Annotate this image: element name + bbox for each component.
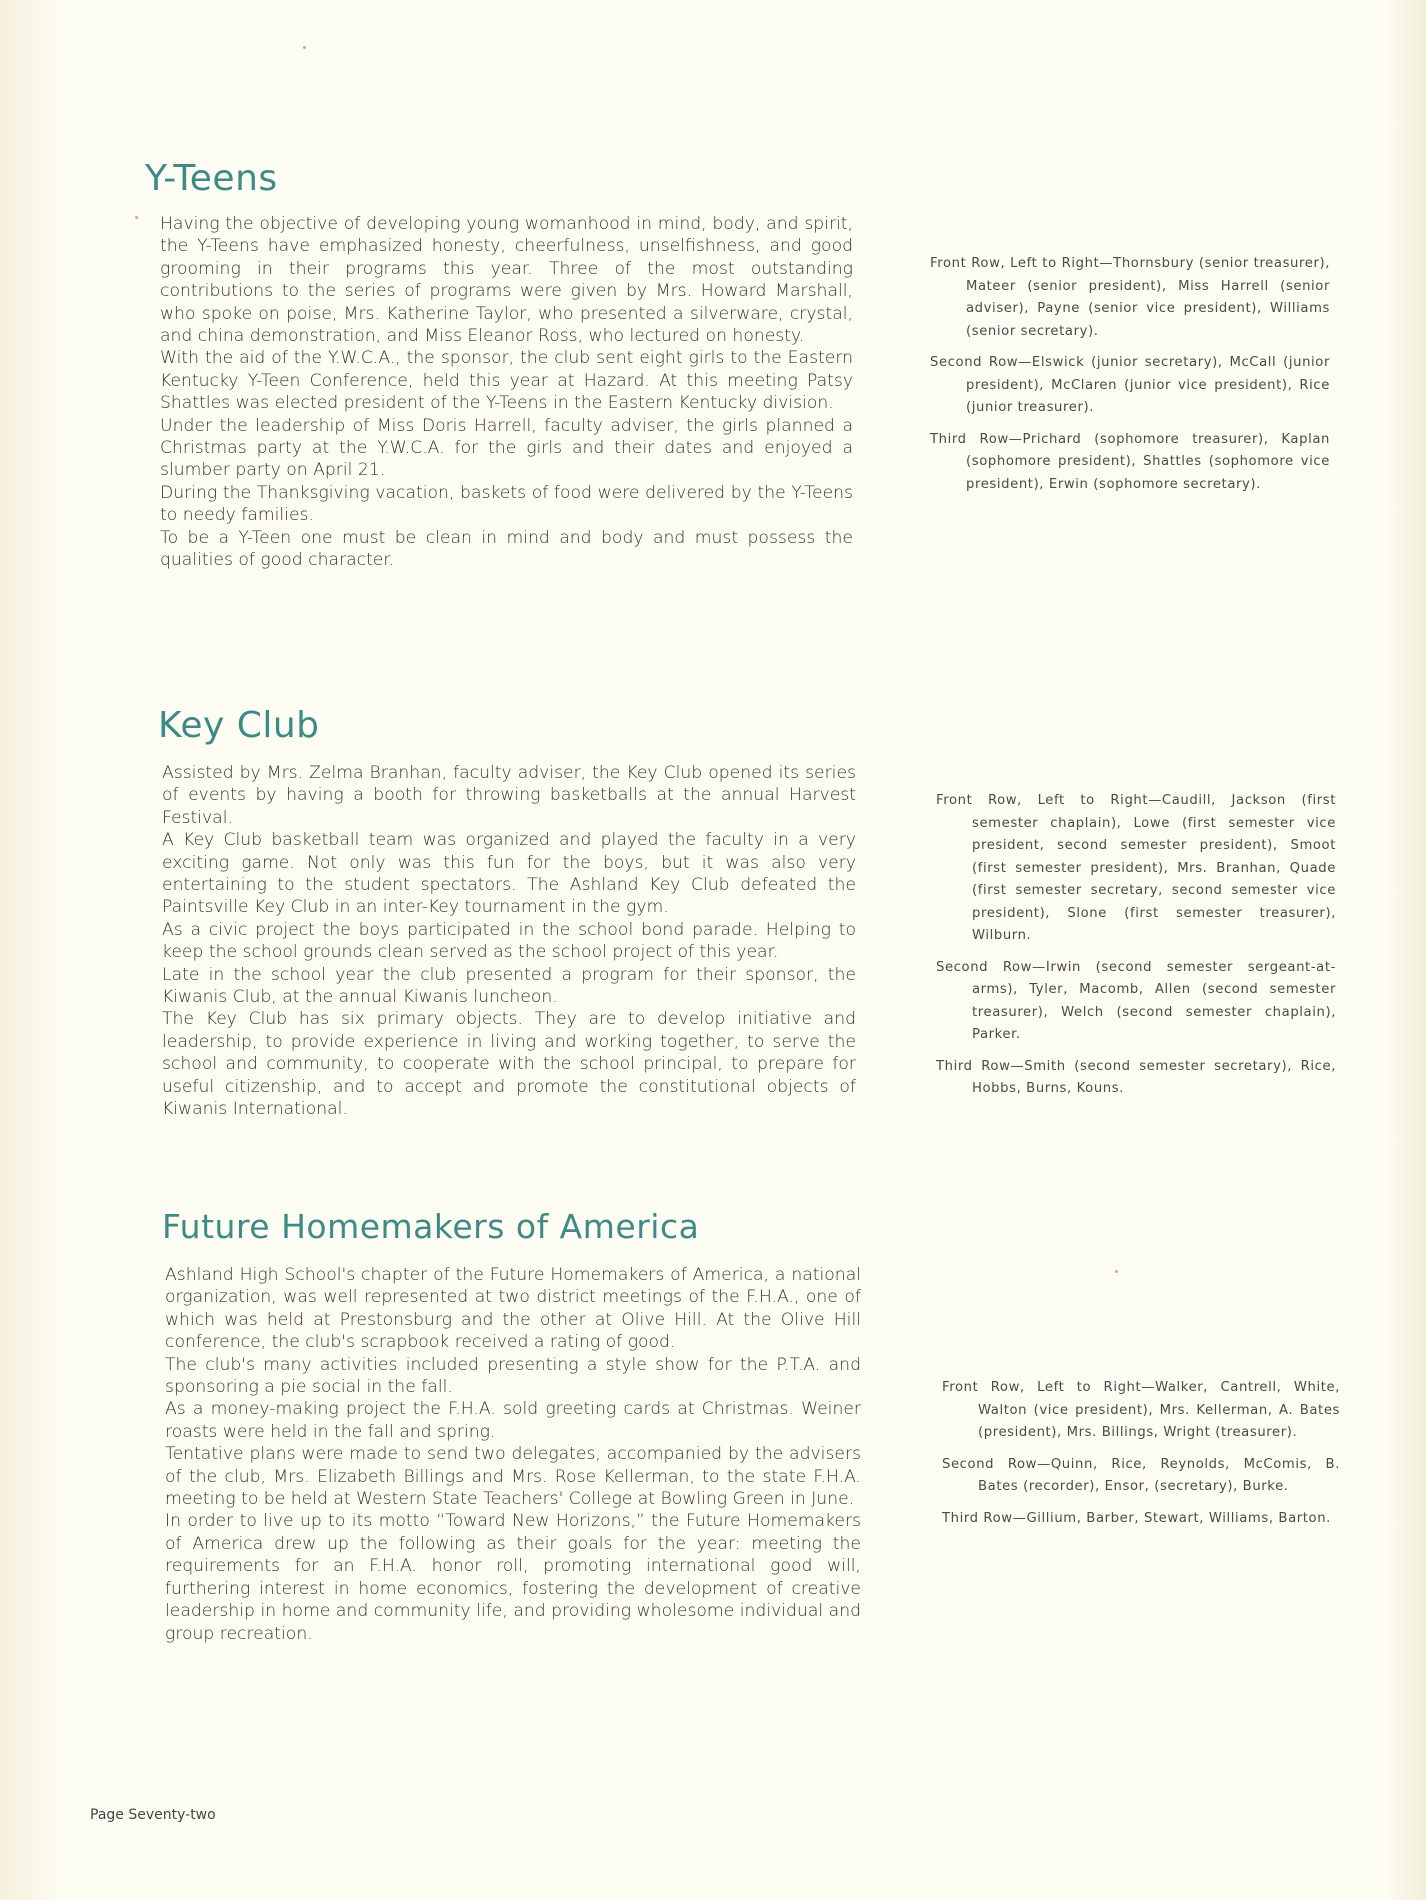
caption-third-row: Third Row—Smith (second semester secretary), Rice, Hobbs, Burns, Kouns.	[936, 1058, 1336, 1096]
caption-second-row: Second Row—Elswick (junior secretary), McCall (junior president), McClaren (junior vice president), Rice (junior treasurer).	[930, 355, 1330, 415]
paragraph: As a money-making project the F.H.A. sold greeting cards at Christmas. Weiner roasts were held in the fall and spring.	[165, 1399, 861, 1442]
section-body	[162, 762, 856, 1121]
paragraph: Tentative plans were made to send two delegates, accompanied by the advisers of the club, Mrs. Elizabeth Billings and Mrs. Rose Kellerman, to the state F.H.A. meeting to be held at Western State Teachers' College at Bowling Green in June.	[165, 1444, 861, 1510]
paragraph: During the Thanksgiving vacation, baskets of food were delivered by the Y-Teens to needy families.	[160, 482, 853, 526]
section-title: Future Homemakers of America	[162, 1207, 700, 1246]
paragraph: With the aid of the Y.W.C.A., the sponsor, the club sent eight girls to the Eastern Kentucky Y-Teen Conference, held this year at Hazard. At this meeting Patsy Shattles was elected president of the Y-Teens in the Eastern Kentucky division.	[160, 348, 853, 414]
caption-third-row: Third Row—Gillium, Barber, Stewart, Williams, Barton.	[942, 1510, 1331, 1526]
section-body	[165, 1264, 861, 1645]
paper-speck	[135, 216, 138, 219]
page-edge-shadow-right	[1386, 0, 1426, 1900]
photo-caption	[942, 1377, 1340, 1539]
section-title: Key Club	[158, 705, 320, 746]
paragraph: Having the objective of developing young womanhood in mind, body, and spirit, the Y-Teens have emphasized honesty, cheerfulness, unselfishness, and good grooming in their programs this year. Three of the most outstanding contributions to the series of programs were given by Mrs. Howard Marshall, who spoke on poise, Mrs. Katherine Taylor, who presented a silverware, crystal, and china demonstration, and Miss Eleanor Ross, who lectured on honesty.	[160, 214, 853, 347]
section-title: Y-Teens	[145, 158, 278, 199]
page-edge-shadow-left	[0, 0, 60, 1900]
paragraph: A Key Club basketball team was organized and played the faculty in a very exciting game. Not only was this fun for the boys, but it was also very entertaining to the student spectators. The Ashland Key Club defeated the Paintsville Key Club in an inter-Key tournament in the gym.	[162, 830, 856, 918]
photo-caption	[936, 790, 1336, 1110]
page-number: Page Seventy-two	[90, 1807, 216, 1823]
section-body	[160, 213, 853, 572]
caption-third-row: Third Row—Prichard (sophomore treasurer), Kaplan (sophomore president), Shattles (sophomore vice president), Erwin (sophomore secretary).	[930, 431, 1330, 492]
paragraph: The club's many activities included presenting a style show for the P.T.A. and sponsoring a pie social in the fall.	[165, 1354, 861, 1398]
paragraph: Ashland High School's chapter of the Future Homemakers of America, a national organization, was well represented at two district meetings of the F.H.A., one of which was held at Prestonsburg and the other at Olive Hill. At the Olive Hill conference, the club's scrapbook received a rating of good.	[165, 1265, 861, 1353]
paragraph: The Key Club has six primary objects. They are to develop initiative and leadership, to provide experience in living and working together, to serve the school and community, to cooperate with the school principal, to prepare for useful citizenship, and to accept and promote the constitutional objects of Kiwanis International.	[162, 1009, 856, 1120]
caption-front-row: Front Row, Left to Right—Walker, Cantrell, White, Walton (vice president), Mrs. Kellerman, A. Bates (president), Mrs. Billings, Wright (treasurer).	[942, 1380, 1340, 1440]
paragraph: As a civic project the boys participated in the school bond parade. Helping to keep the school grounds clean served as the school project of this year.	[162, 919, 856, 963]
caption-second-row: Second Row—Irwin (second semester sergeant-at-arms), Tyler, Macomb, Allen (second semester treasurer), Welch (second semester chaplain), Parker.	[936, 959, 1336, 1042]
paragraph: Assisted by Mrs. Zelma Branhan, faculty adviser, the Key Club opened its series of events by having a booth for throwing basketballs at the annual Harvest Festival.	[162, 763, 856, 828]
paragraph: Late in the school year the club presented a program for their sponsor, the Kiwanis Club, at the annual Kiwanis luncheon.	[162, 964, 856, 1008]
paragraph: Under the leadership of Miss Doris Harrell, faculty adviser, the girls planned a Christmas party at the Y.W.C.A. for the girls and their dates and enjoyed a slumber party on April 21.	[160, 415, 853, 481]
photo-caption	[930, 253, 1330, 505]
caption-second-row: Second Row—Quinn, Rice, Reynolds, McComis, B. Bates (recorder), Ensor, (secretary), Burke.	[942, 1456, 1340, 1494]
caption-front-row: Front Row, Left to Right—Caudill, Jackson (first semester chaplain), Lowe (first semester vice president, second semester president), Smoot (first semester president), Mrs. Branhan, Quade (first semester secretary, second semester vice president), Slone (first semester treasurer), Wilburn.	[936, 793, 1336, 943]
caption-front-row: Front Row, Left to Right—Thornsbury (senior treasurer), Mateer (senior president), Miss Harrell (senior adviser), Payne (senior vice president), Williams (senior secretary).	[930, 256, 1330, 339]
paper-speck	[303, 46, 306, 49]
paper-speck	[1115, 1270, 1118, 1273]
paragraph: To be a Y-Teen one must be clean in mind and body and must possess the qualities of good character.	[160, 527, 853, 571]
paragraph: In order to live up to its motto “Toward New Horizons,” the Future Homemakers of America drew up the following as their goals for the year: meeting the requirements for an F.H.A. honor roll, promoting international good will, furthering interest in home economics, fostering the development of creative leadership in home and community life, and providing wholesome individual and group recreation.	[165, 1511, 861, 1644]
